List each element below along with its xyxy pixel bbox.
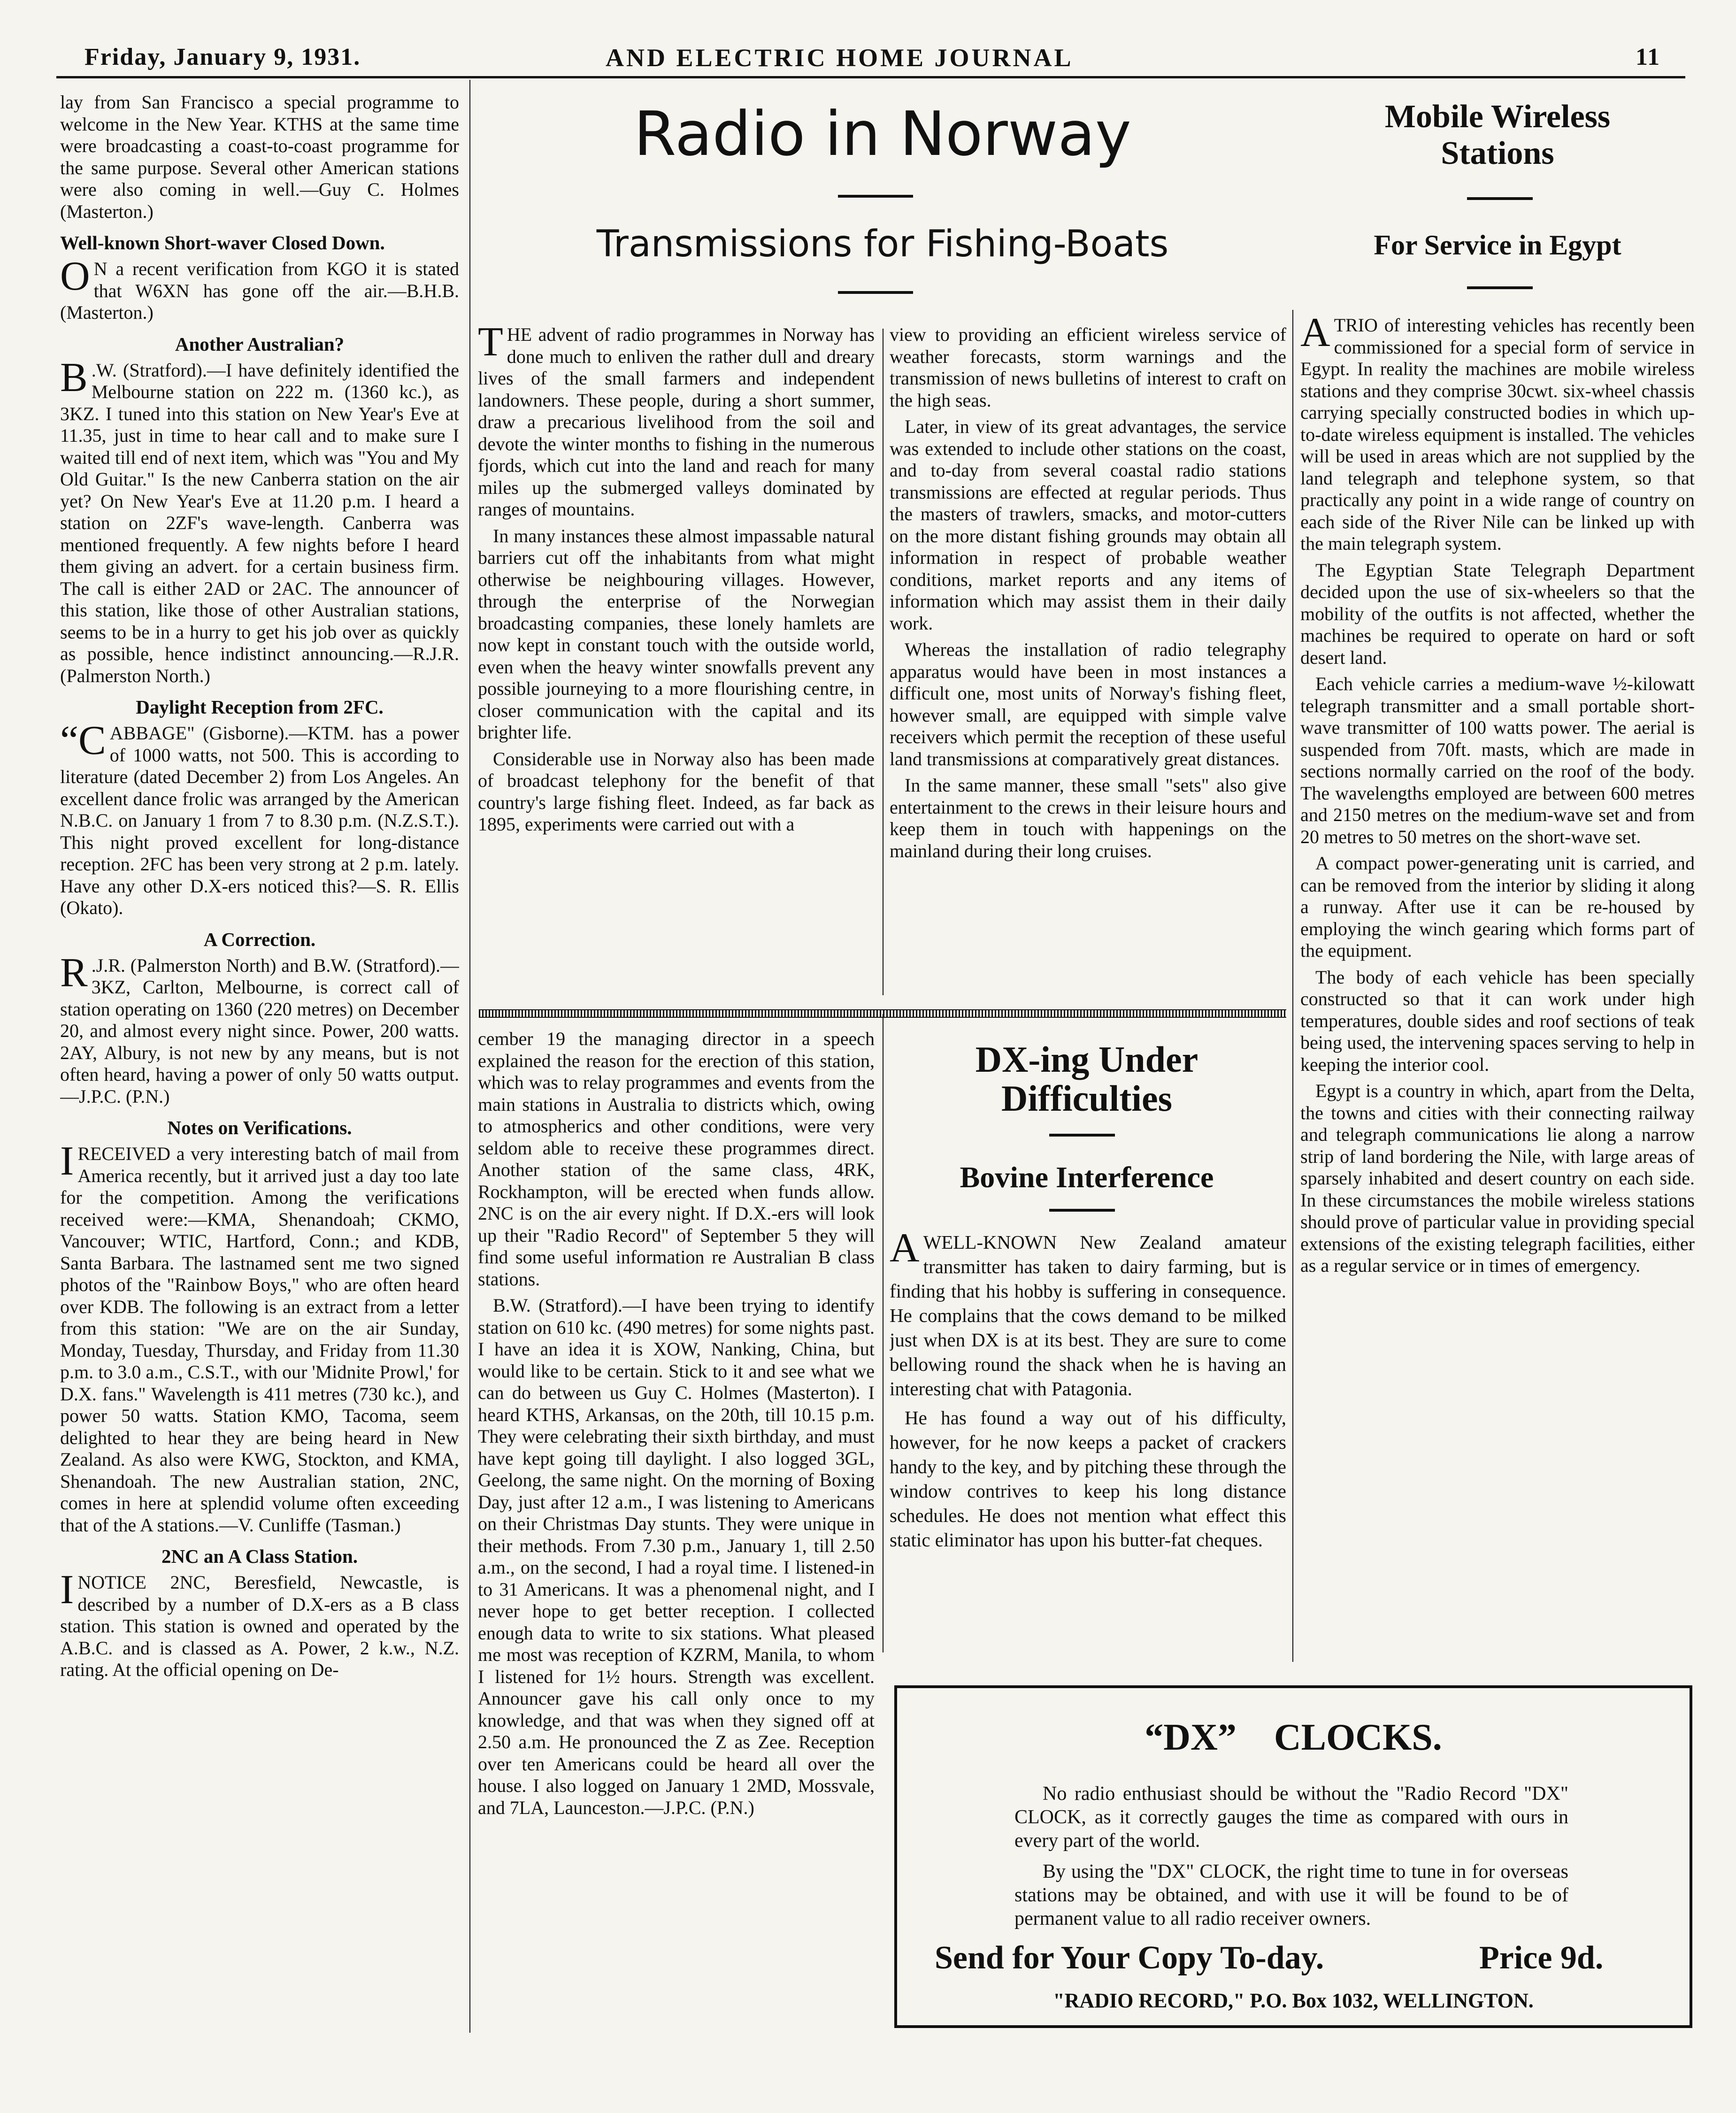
paragraph-verifications: RECEIVED a very interesting batch of mail from America recently, but it arrived just a day too late for the competition. Among the verifications received were:—KMA, Shenandoah; CKMO, Vancouver; WTIC, Hartford, Conn.; and KDB, Santa Barbara. The lastnamed sent me two signed photos of the "Rainbow Boys," who are often heard over KDB. The following is an extract from a letter from this station: "We are on the air Sunday, Monday, Tuesday, Thursday, and Friday from 11.30 p.m. to 3.0 a.m., C.S.T., with our 'Midnite Prowl,' for D.X. fans." Wavelength is 411 metres (730 kc.), and power 50 watts. Station KMO, Tacoma, seem delighted to hear they are being heard in New Zealand. As also were KWG, Stockton, and KMA, Shenandoah. The new Australian station, 2NC, comes in here at splendid volume often exceeding that of the A stations.—V. Cunliffe (Tasman.): [60, 1143, 459, 1536]
advert-para-2: By using the "DX" CLOCK, the right time to tune in for overseas stations may be obtained, and with use it will be found to be of permanent value to all radio receiver owners.: [1014, 1861, 1568, 1929]
advert-title: “DX” CLOCKS.: [1145, 1717, 1442, 1758]
heading-correction: A Correction.: [203, 928, 316, 950]
norway-column-left: [478, 324, 875, 1005]
intro-paragraph: lay from San Francisco a special programme to welcome in the New Year. KTHS at the same time were broadcasting a coast-to-coast programme for the same purpose. Several other American stations were also coming in well.—Guy C. Holmes (Masterton.): [60, 92, 459, 222]
advert-body: [1014, 1782, 1568, 1930]
egypt-para-1: TRIO of interesting vehicles has recently been commissioned for a special form of service in Egypt. In reality the machines are mobile wireless stations and they comprise 30cwt. six-wheel chassis carrying specially constructed bodies in which up-to-date wireless equipment is installed. The vehicles will be used in areas which are not supplied by the land telegraph and telephone system, so that practically any point in a wide range of country on each side of the River Nile can be linked up with the main telegraph system.: [1300, 315, 1695, 554]
paragraph-kgo: N a recent verification from KGO it is stated that W6XN has gone off the air.—B.H.B. (Masterton.): [60, 258, 459, 323]
norway-para-6: Whereas the installation of radio telegraphy apparatus would have been in most instances a difficult one, most units of Norway's fishing fleet, however small, are equipped with simple valve receivers which permit the reception of these useful land transmissions at comparatively great distances.: [890, 639, 1286, 769]
norway-para-4: view to providing an efficient wireless service of weather forecasts, storm warnings and the transmission of news bulletins of interest to craft on the high seas.: [890, 324, 1286, 411]
drop-cap: T: [478, 324, 503, 365]
egypt-para-5: The body of each vehicle has been specially constructed so that it can work under high temperatures, double sides and roof sections of teak being used, the intervening spaces serving to help in keeping the interior cool.: [1300, 966, 1695, 1075]
egypt-para-4: A compact power-generating unit is carried, and can be removed from the interior by sliding it along a runway. After use it can be re-housed by employing the winch gearing which forms part of the equipment.: [1300, 853, 1695, 961]
dx-para-2: He has found a way out of his difficulty, however, for he now keeps a packet of crackers handy to the key, and by pitching these through the window contrives to keep his long distance schedules. He does not mention what effect this static eliminator has upon his butter-fat cheques.: [890, 1407, 1286, 1551]
egypt-para-6: Egypt is a country in which, apart from the Delta, the towns and cities with their connecting railway and telegraph communications lie along a narrow strip of land bordering the Nile, with large areas of sparsely inhabited and desert country on each side. In these circumstances the mobile wireless stations should prove of particular value in providing special extensions of the existing telegraph facilities, either as a regular service or in times of emergency.: [1300, 1080, 1695, 1276]
dx-title-line1: DX-ing Under: [975, 1039, 1198, 1080]
drop-cap: B: [60, 354, 88, 400]
paragraph-2nc: NOTICE 2NC, Beresfield, Newcastle, is described by a number of D.X-ers as a B class station. This station is owned and operated by the A.B.C. and is classed as A. Power, 2 k.w., N.Z. rating. At the official opening on De-: [60, 1572, 459, 1680]
drop-cap: A: [1300, 315, 1330, 355]
column-two-lower: [478, 1028, 875, 2033]
dx-clocks-advert: [894, 1685, 1692, 2028]
drop-cap: “C: [60, 718, 106, 763]
page-number: 11: [1636, 44, 1661, 70]
paragraph-correction: .J.R. (Palmerston North) and B.W. (Stratford).—3KZ, Carlton, Melbourne, is correct call of station operating on 1360 (220 metres) on December 20, and almost every night since. Power, 200 watts. 2AY, Albury, is not new by any means, but is not often heard, having a power of only 50 watts output.—J.P.C. (P.N.): [60, 954, 459, 1107]
norway-title: Radio in Norway: [634, 98, 1131, 169]
dx-article: [890, 1230, 1286, 1662]
paragraph-cabbage: ABBAGE" (Gisborne).—KTM. has a power of 1000 watts, not 500. This is according to literature (dated December 2) from Los Angeles. An excellent dance frolic was arranged by the American N.B.C. on January 1 from 7 to 8.30 p.m. (N.Z.S.T.). This night proved excellent for long-distance reception. 2FC has been very strong at 2 p.m. lately. Have any other D.X-ers noticed this?—S. R. Ellis (Okato).: [60, 722, 459, 918]
heading-2nc: 2NC an A Class Station.: [161, 1545, 358, 1567]
dx-subtitle: Bovine Interference: [960, 1160, 1214, 1194]
dx-para-1: WELL-KNOWN New Zealand amateur transmitter has taken to dairy farming, but is finding that his hobby is suffering in consequence. He complains that the cows demand to be milked just when DX is at its best. They are sure to come bellowing round the shack when he is having an interesting chat with Patagonia.: [890, 1231, 1286, 1399]
title-rule: [838, 195, 913, 198]
egypt-subtitle-rule: [1467, 286, 1533, 289]
column-one: [60, 92, 459, 2026]
egypt-para-3: Each vehicle carries a medium-wave ½-kilowatt telegraph transmitter and a small portable short-wave transmitter of 100 watts power. The aerial is suspended from 70ft. masts, which are made in sections normally carried on the roof of the body. The wavelengths employed are between 600 metres and 2150 metres on the medium-wave set and from 20 metres to 50 metres on the short-wave set.: [1300, 673, 1695, 847]
dotted-divider: [479, 1009, 1286, 1018]
advert-cta: Send for Your Copy To-day.: [935, 1940, 1324, 1976]
heading-short-waver: Well-known Short-waver Closed Down.: [60, 232, 385, 254]
column-rule-3: [1292, 310, 1293, 1662]
egypt-para-2: The Egyptian State Telegraph Department decided upon the use of six-wheelers so that the mobility of the outfits is not affected, whether the machines be required to operate on hard or soft desert land.: [1300, 559, 1695, 668]
column-rule-1: [469, 80, 470, 2033]
drop-cap: R: [60, 950, 88, 996]
norway-para-5: Later, in view of its great advantages, the service was extended to include other stations on the coast, and to-day from several coastal radio stations transmissions are effected at regular periods. Thus the masters of trawlers, smacks, and motor-cutters on the more distant fishing grounds may obtain all information in respect of probable weather conditions, market reports and any items of information which may assist them in their daily work.: [890, 416, 1286, 634]
heading-verifications: Notes on Verifications.: [167, 1117, 352, 1138]
heading-daylight-reception: Daylight Reception from 2FC.: [136, 696, 384, 718]
norway-para-7: In the same manner, these small "sets" also give entertainment to the crews in their leisure hours and keep them in touch with happenings on the mainland during their long cruises.: [890, 775, 1286, 861]
heading-another-australian: Another Australian?: [175, 333, 345, 355]
norway-para-3: Considerable use in Norway also has been made of broadcast telephony for the benefit of that country's large fishing fleet. Indeed, as far back as 1895, experiments were carried out with a: [478, 748, 875, 835]
drop-cap: I: [60, 1138, 74, 1184]
advert-para-1: No radio enthusiast should be without the "Radio Record "DX" CLOCK, as it correctly gauges the time as compared with ours in every part of the world.: [1014, 1783, 1568, 1852]
norway-para-1: HE advent of radio programmes in Norway has done much to enliven the rather dull and dreary lives of the small farmers and independent landowners. These people, during a short summer, draw a precarious livelihood from the soil and devote the winter months to fishing in the numerous fjords, which cut into the land and reach for many miles up the submerged valleys dominated by ranges of mountains.: [478, 324, 875, 520]
paragraph-stratford: .W. (Stratford).—I have definitely identified the Melbourne station on 222 m. (1360 kc.), as 3KZ. I tuned into this station on New Year's Eve at 11.35, just in time to hear call and to make sure I waited till end of next item, which was "You and My Old Guitar." Is the new Canberra station on the air yet? On New Year's Eve at 11.20 p.m. I heard a station on 2ZF's wave-length. Canberra was mentioned frequently. A few nights before I heard them giving an advert. for a certain business firm. The call is either 2AD or 2AC. The announcer of this station, like those of other Australian stations, seems to be in a hurry to get his job over as quickly as possible, hence indistinct announcing.—R.J.R. (Palmerston North.): [60, 359, 459, 686]
drop-cap: A: [890, 1230, 920, 1271]
drop-cap: O: [60, 254, 90, 299]
subtitle-rule: [838, 291, 913, 294]
norway-para-2: In many instances these almost impassable natural barriers cut off the inhabitants from what might otherwise be neighbouring villages. However, through the enterprise of the Norwegian broadcasting companies, these lonely hamlets are now kept in constant touch with the outside world, even when the heavy winter snowfalls prevent any possible journeying to a more flourishing centre, in closer communication with the capital and its brighter life.: [478, 525, 875, 743]
egypt-title-rule: [1467, 197, 1533, 200]
egypt-subtitle: For Service in Egypt: [1374, 230, 1621, 261]
norway-subtitle: Transmissions for Fishing-Boats: [596, 223, 1169, 265]
egypt-article: [1300, 315, 1695, 1667]
egypt-title-line2: Stations: [1441, 135, 1554, 171]
egypt-title-line1: Mobile Wireless: [1384, 99, 1611, 135]
advert-price: Price 9d.: [1479, 1940, 1604, 1976]
dx-subtitle-rule: [1049, 1209, 1115, 1212]
stratford-paragraph: B.W. (Stratford).—I have been trying to identify station on 610 kc. (490 metres) for some nights past. I have an idea it is XOW, Nanking, China, but would like to be certain. Stick to it and see what we can do between us Guy C. Holmes (Masterton). I heard KTHS, Arkansas, on the 20th, till 10.15 p.m. They were celebrating their sixth birthday, and must have kept going till daylight. I also logged 3GL, Geelong, the same night. On the morning of Boxing Day, just after 12 a.m., I was listening to Americans on their Christmas Day stunts. They were unique in their methods. From 7.30 p.m., January 1, till 2.50 a.m., on the second, I had a royal time. I listened-in to 31 Americans. It was a phenomenal night, and I never hope to get better reception. I collected enough data to write to six stations. What pleased me most was reception of KZRM, Manila, to whom I listened for 1½ hours. Strength was excellent. Announcer gave his call only once to my knowledge, and that was when they signed off at 2.50 a.m. He pronounced the Z as Zee. Reception over ten Americans could be heard all over the house. I also logged on January 1 2MD, Mossvale, and 7LA, Launceston.—J.P.C. (P.N.): [478, 1295, 875, 1818]
dx-title-line2: Difficulties: [1001, 1078, 1172, 1119]
norway-column-right: [890, 324, 1286, 1005]
masthead-rule: [56, 76, 1685, 78]
journal-title: AND ELECTRIC HOME JOURNAL: [606, 44, 1074, 72]
continued-paragraph: cember 19 the managing director in a speech explained the reason for the erection of this station, which was to relay programmes and events from the main stations in Australia to districts which, owing to atmospherics and other conditions, were very seldom able to receive these programmes direct. Another station of the same class, 4RK, Rockhampton, will be erected when funds allow. 2NC is on the air every night. If D.X.-ers will look up their "Radio Record" of September 5 they will find some useful information re Australian B class stations.: [478, 1028, 875, 1290]
issue-date: Friday, January 9, 1931.: [84, 44, 361, 70]
advert-address: "RADIO RECORD," P.O. Box 1032, WELLINGTON.: [1053, 1989, 1534, 2012]
dx-title-rule: [1049, 1134, 1115, 1137]
drop-cap: I: [60, 1567, 74, 1613]
